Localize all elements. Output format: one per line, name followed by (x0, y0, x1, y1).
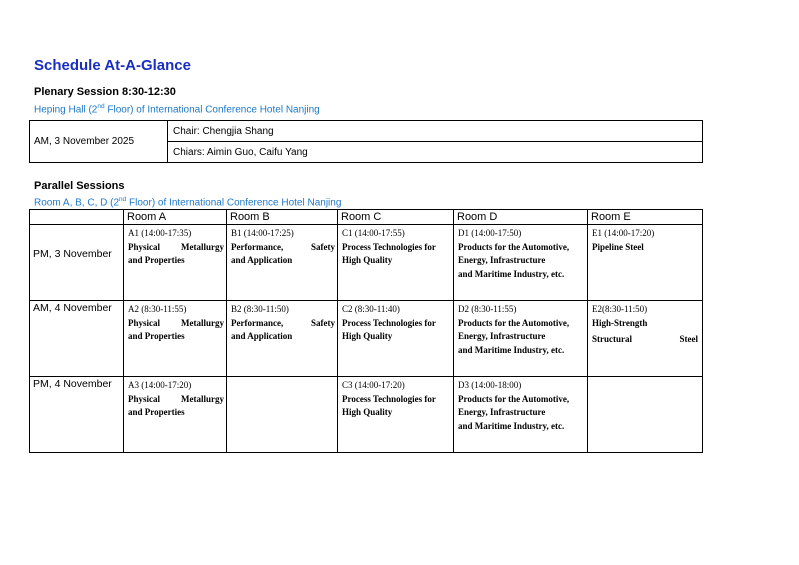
session-topic-line: Energy, Infrastructure (458, 331, 546, 341)
session-cell (124, 225, 227, 301)
session-topic-line: and Maritime Industry, etc. (458, 420, 565, 431)
session-topic-line: Performance, Safety (231, 241, 335, 252)
session-topic-line: Pipeline Steel (592, 241, 644, 252)
parallel-venue-sup: nd (119, 196, 127, 203)
session-topic-line: Structural Steel (592, 334, 698, 344)
session-cell (454, 301, 588, 377)
session-topic-line: Process Technologies for (342, 317, 436, 328)
plenary-venue-pre: Heping Hall (2 (34, 104, 98, 116)
session-cell (454, 225, 588, 301)
session-topic-line: Products for the Automotive, (458, 241, 570, 252)
session-cell (588, 301, 703, 377)
session-time: E1 (14:00-17:20) (592, 228, 655, 238)
plenary-table (29, 120, 703, 163)
session-time: D2 (8:30-11:55) (458, 304, 517, 314)
room-header: Room E (588, 210, 703, 225)
session-topic-line: and Maritime Industry, etc. (458, 344, 565, 355)
corner-cell (30, 210, 124, 225)
session-cell (338, 225, 454, 301)
session-time: D3 (14:00-18:00) (458, 380, 522, 390)
session-topic-line: and Application (231, 331, 293, 341)
session-cell (124, 377, 227, 453)
plenary-heading: Plenary Session 8:30-12:30 (34, 86, 176, 98)
session-topic-line: Process Technologies for (342, 241, 436, 252)
session-topic-line: Energy, Infrastructure (458, 255, 546, 265)
plenary-row (30, 121, 703, 142)
room-header-row (30, 210, 703, 225)
session-time: C1 (14:00-17:55) (342, 228, 405, 238)
session-topic-line: Process Technologies for (342, 393, 436, 404)
session-topic-line: Physical Metallurgy (128, 317, 224, 328)
session-date-text: PM, 4 November (33, 378, 112, 390)
session-topic-line: High Quality (342, 407, 393, 417)
parallel-venue-pre: Room A, B, C, D (2 (34, 197, 120, 209)
plenary-venue-sup: nd (97, 103, 105, 110)
session-time: C2 (8:30-11:40) (342, 304, 400, 314)
plenary-venue (34, 103, 320, 115)
session-topic-line: Products for the Automotive, (458, 317, 570, 328)
session-time: A1 (14:00-17:35) (128, 228, 192, 238)
session-cell (454, 377, 588, 453)
room-header: Room D (454, 210, 588, 225)
session-topic-line: Physical Metallurgy (128, 393, 224, 404)
parallel-venue-post: Floor) of International Conference Hotel Nanjing (126, 197, 342, 209)
plenary-venue-post: Floor) of International Conference Hotel Nanjing (104, 104, 320, 116)
session-time: A2 (8:30-11:55) (128, 304, 187, 314)
session-time: B1 (14:00-17:25) (231, 228, 294, 238)
session-date (30, 225, 124, 301)
session-topic-line: and Properties (128, 407, 185, 417)
page-title: Schedule At-A-Glance (34, 57, 191, 74)
session-time: B2 (8:30-11:50) (231, 304, 289, 314)
session-date-text: PM, 3 November (33, 248, 112, 260)
session-topic-line: Performance, Safety (231, 317, 335, 328)
session-date (30, 377, 124, 453)
session-cell (588, 225, 703, 301)
session-time: C3 (14:00-17:20) (342, 380, 405, 390)
parallel-heading: Parallel Sessions (34, 180, 125, 192)
session-topic-line: Products for the Automotive, (458, 393, 570, 404)
session-topic-line: Physical Metallurgy (128, 241, 224, 252)
room-header: Room A (124, 210, 227, 225)
session-time: E2(8:30-11:50) (592, 304, 648, 314)
room-header: Room C (338, 210, 454, 225)
session-topic-line: and Application (231, 255, 293, 265)
session-cell (338, 377, 454, 453)
session-row (30, 377, 703, 453)
session-time: D1 (14:00-17:50) (458, 228, 522, 238)
session-time: A3 (14:00-17:20) (128, 380, 192, 390)
room-header: Room B (227, 210, 338, 225)
session-topic-line: High-Strength (592, 317, 648, 328)
session-topic-line: Energy, Infrastructure (458, 407, 546, 417)
session-cell-empty (588, 377, 703, 453)
session-cell (124, 301, 227, 377)
session-topic-line: High Quality (342, 331, 393, 341)
session-topic-line: High Quality (342, 255, 393, 265)
session-topic-line: and Maritime Industry, etc. (458, 268, 565, 279)
session-date-text: AM, 4 November (33, 302, 112, 314)
session-cell (338, 301, 454, 377)
plenary-date: AM, 3 November 2025 (30, 121, 168, 163)
session-row (30, 225, 703, 301)
session-topic-line: and Properties (128, 255, 185, 265)
session-row (30, 301, 703, 377)
session-cell (227, 301, 338, 377)
plenary-chairs: Chiars: Aimin Guo, Caifu Yang (168, 142, 703, 163)
parallel-sessions-table (29, 209, 703, 453)
session-topic-line: and Properties (128, 331, 185, 341)
session-date (30, 301, 124, 377)
session-cell-empty (227, 377, 338, 453)
session-cell (227, 225, 338, 301)
plenary-chair: Chair: Chengjia Shang (168, 121, 703, 142)
parallel-venue (34, 196, 341, 208)
